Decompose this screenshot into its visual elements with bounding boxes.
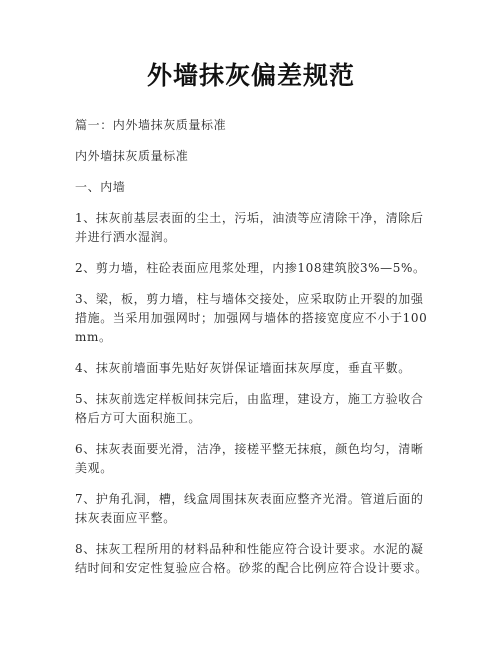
list-item: 6、抹灰表面要光滑，洁净，接槎平整无抹痕，颜色均匀，清晰美观。 — [75, 442, 424, 475]
section-heading-part-one: 篇一：内外墙抹灰质量标准 — [75, 118, 227, 132]
list-item: 5、抹灰前选定样板间抹完后，由监理，建设方，施工方验收合格后方可大面积施工。 — [75, 392, 424, 425]
list-item: 4、抹灰前墙面事先贴好灰饼保证墙面抹灰厚度，垂直平數。 — [75, 361, 411, 375]
document-title: 外墙抹灰偏差规范 — [146, 61, 355, 90]
document-body — [75, 116, 435, 590]
list-item: 2、剪力墙，柱砼表面应甩浆处理，内掺108建筑胶3%—5%。 — [75, 261, 426, 275]
list-item: 1、抹灰前基层表面的尘土，污垢，油渍等应清除干净，清除后并进行洒水湿润。 — [75, 211, 424, 244]
list-item: 7、护角孔洞，槽，线盒周围抹灰表面应整齐光滑。管道后面的抹灰表面应平整。 — [75, 492, 424, 525]
list-item: 8、抹灰工程所用的材料品种和性能应符合设计要求。水泥的凝结时间和安定性复验应合格。砂浆的配合比例应符合设计要求。 — [75, 542, 428, 575]
list-item: 3、梁，板，剪力墙，柱与墙体交接处，应采取防止开裂的加强措施。当采用加强网时；加强网与墙体的搭接宽度应不小于100mm。 — [75, 292, 428, 344]
section-subtitle: 内外墙抹灰质量标准 — [75, 149, 189, 163]
section-heading-interior-wall: 一、内墙 — [75, 180, 126, 194]
